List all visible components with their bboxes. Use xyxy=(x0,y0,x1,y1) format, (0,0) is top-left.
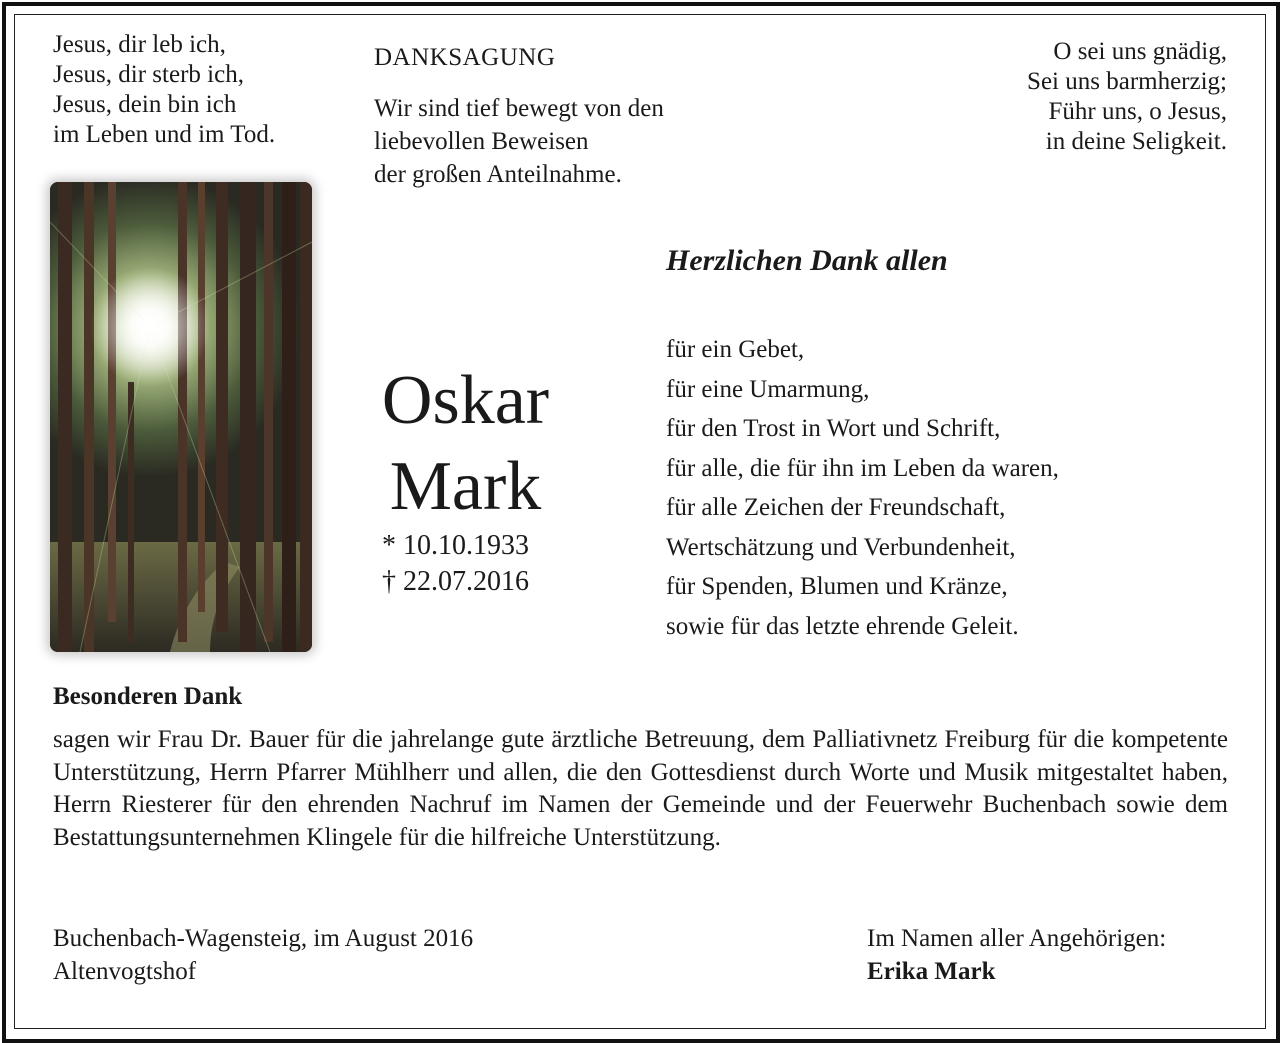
death-date: † 22.07.2016 xyxy=(382,566,529,597)
deceased-name xyxy=(374,358,557,530)
birth-date: * 10.10.1933 xyxy=(382,530,529,561)
last-name: Mark xyxy=(389,448,542,525)
thanks-item: für Spenden, Blumen und Kränze, xyxy=(666,573,1008,600)
thanks-item: sowie für das letzte ehrende Geleit. xyxy=(666,612,1019,640)
signer-name: Erika Mark xyxy=(867,958,996,985)
place-and-date xyxy=(53,922,473,988)
life-dates xyxy=(382,528,529,600)
special-thanks-title: Besonderen Dank xyxy=(53,683,243,710)
first-name: Oskar xyxy=(381,362,550,439)
poem-right-line: in deine Seligkeit. xyxy=(1045,128,1227,155)
place-line: Buchenbach-Wagensteig, im August 2016 xyxy=(53,925,474,952)
poem-left-line: Jesus, dir leb ich, xyxy=(53,31,226,58)
thanks-item: für den Trost in Wort und Schrift, xyxy=(666,415,1001,442)
poem-left xyxy=(53,30,275,150)
poem-left-line: im Leben und im Tod. xyxy=(53,121,276,148)
thanks-item: für ein Gebet, xyxy=(666,336,805,363)
place-line: Altenvogtshof xyxy=(53,958,197,985)
forest-sunlight-photo xyxy=(50,182,312,652)
signature-block xyxy=(867,922,1166,988)
poem-right-line: Sei uns barmherzig; xyxy=(1027,68,1227,95)
thanks-item: Wertschätzung und Verbundenheit, xyxy=(666,533,1016,561)
special-thanks-text: sagen wir Frau Dr. Bauer für die jahrelange gute ärztliche Betreuung, dem Palliativnetz Freiburg für die kompetente Unterstützung, Herrn Pfarrer Mühlherr und allen, die den Gottesdienst durch Worte und Musik mitgestaltet haben, Herrn Riesterer für den ehrenden Nachruf im Namen der Gemeinde und der Feuerwehr Buchenbach sowie dem Bestattungsunternehmen Klingele für die hilfreiche Unterstützung. xyxy=(53,726,1228,851)
poem-right-line: O sei uns gnädig, xyxy=(1053,38,1227,65)
intro-text xyxy=(374,92,664,191)
poem-right xyxy=(1027,37,1227,157)
thanks-title: Herzlichen Dank allen xyxy=(666,244,948,277)
thanks-item: für alle Zeichen der Freundschaft, xyxy=(666,494,1006,521)
thanks-item: für eine Umarmung, xyxy=(666,375,870,403)
heading-danksagung: DANKSAGUNG xyxy=(374,44,556,71)
thanks-item: für alle, die für ihn im Leben da waren, xyxy=(666,454,1059,482)
intro-line: Wir sind tief bewegt von den xyxy=(374,95,664,122)
thanks-list xyxy=(666,330,1059,646)
sign-line: Im Namen aller Angehörigen: xyxy=(867,925,1167,952)
intro-line: der großen Anteilnahme. xyxy=(374,161,622,188)
poem-left-line: Jesus, dir sterb ich, xyxy=(53,61,244,88)
intro-line: liebevollen Beweisen xyxy=(374,128,589,155)
poem-right-line: Führ uns, o Jesus, xyxy=(1048,98,1227,125)
poem-left-line: Jesus, dein bin ich xyxy=(53,91,237,118)
